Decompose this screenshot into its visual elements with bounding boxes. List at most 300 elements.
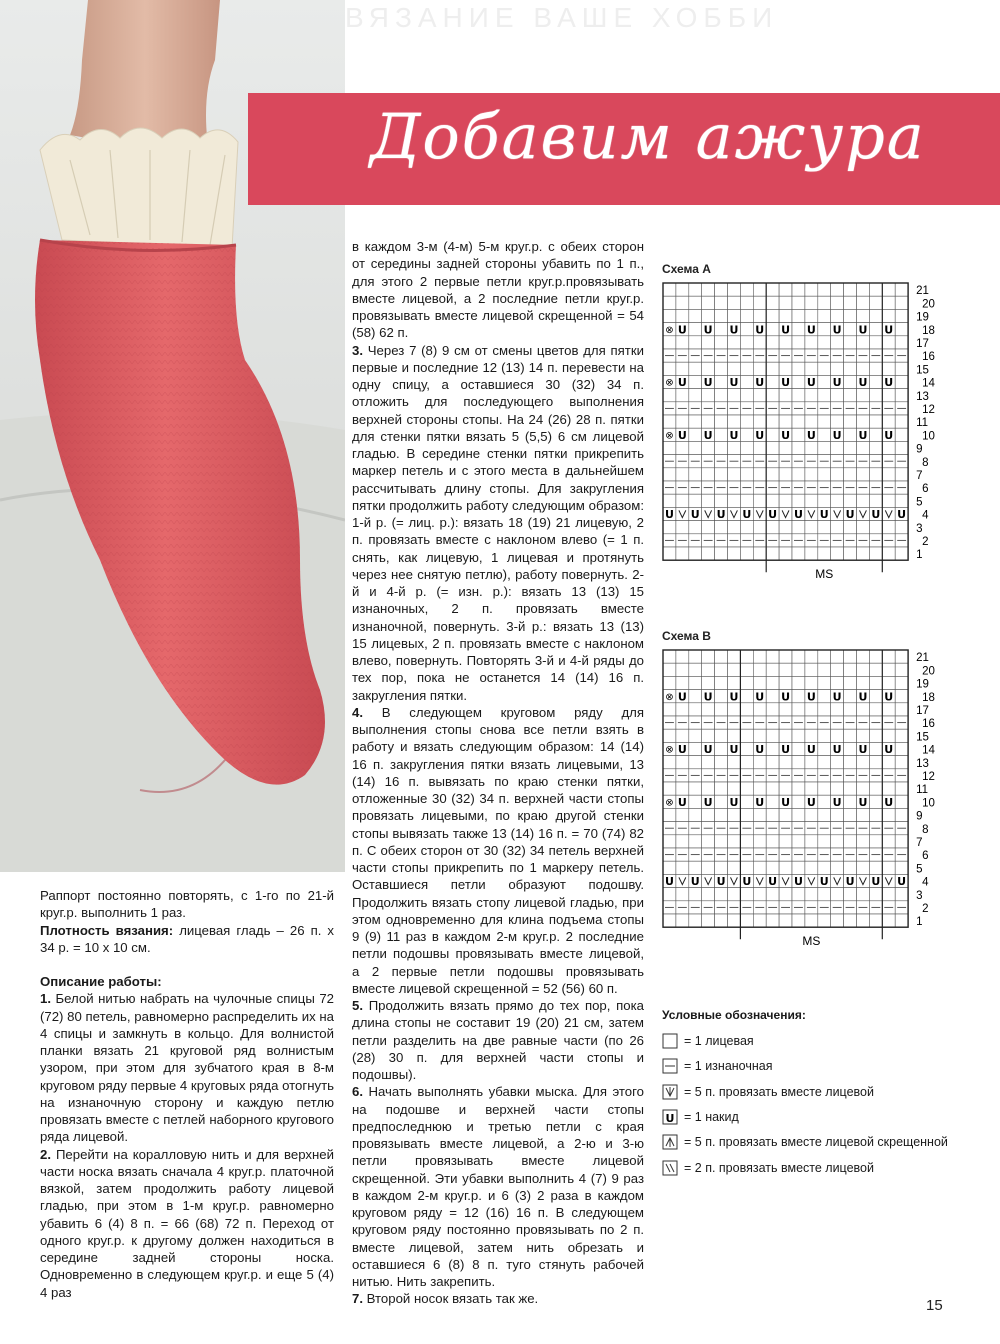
chart-cell bbox=[792, 808, 805, 821]
chart-cell bbox=[689, 494, 702, 507]
chart-cell bbox=[702, 663, 715, 676]
chart-cell bbox=[689, 742, 702, 755]
chart-cell bbox=[740, 795, 753, 808]
chart-cell bbox=[702, 309, 715, 322]
chart-cell bbox=[663, 756, 676, 769]
chart-cell bbox=[844, 428, 857, 441]
chart-cell bbox=[779, 441, 792, 454]
chart-cell bbox=[766, 835, 779, 848]
chart-cell bbox=[882, 861, 895, 874]
yarn-over-symbol: U bbox=[677, 795, 687, 809]
chart-cell bbox=[844, 468, 857, 481]
chart-cell bbox=[895, 729, 908, 742]
paragraph-text: Через 7 (8) 9 см от смены цветов для пятки первые и последние 12 (13) 14 п. перевести на одну спицу, а оставшиеся 30 (32) 34 п. отложить для последующего выполнения верхней стороны стопы. На 24 (26) 28 п. пятки для стенки пятки вязать 5 (5,5) 6 см лицевой гладью. В середине стенки пятки прикрепить маркер петель и с этого места в дальнейшем рассчитывать длину стопы. Для закругления пятки продолжить работу следующим образом: 1-й р. (= лиц. р.): вязать 18 (19) 21 лицевую, 2 п. провязать вместе с наклоном влево (= 1 п. снять, как лицевую, 1 лицевая и протянуть через нее снятую петлю), работу повернуть. 2-й и 4-й р. (= изн. р.): вязать 13 (13) 15 изнаночных, 2 п. провязать вместе изнаночной, повернуть. 3-й р.: вязать 13 (13) 15 лицевых, 2 п. провязать вместе с наклоном влево, повернуть. Повторять 3-й и 4-й ряды до тех пор, пока не останется 14 (14) 16 п. закругления пятки. bbox=[352, 342, 644, 703]
chart-cell bbox=[844, 547, 857, 560]
chart-cell bbox=[805, 835, 818, 848]
chart-cell bbox=[753, 362, 766, 375]
yarn-over-symbol: U bbox=[755, 376, 765, 390]
chart-cell bbox=[766, 914, 779, 927]
yarn-over-symbol: U bbox=[806, 690, 816, 704]
chart-cell bbox=[792, 428, 805, 441]
chart-cell bbox=[895, 428, 908, 441]
chart-cell bbox=[663, 547, 676, 560]
chart-cell bbox=[844, 375, 857, 388]
chart-cell bbox=[818, 336, 831, 349]
chart-cell bbox=[818, 703, 831, 716]
chart-cell bbox=[766, 362, 779, 375]
chart-cell bbox=[740, 441, 753, 454]
chart-cell bbox=[715, 663, 728, 676]
yarn-over-symbol: U bbox=[729, 743, 739, 757]
chart-cell bbox=[663, 782, 676, 795]
chart-cell bbox=[869, 547, 882, 560]
row-number: 17 bbox=[916, 705, 929, 717]
chart-cell bbox=[844, 309, 857, 322]
chart-cell bbox=[663, 296, 676, 309]
chart-cell bbox=[805, 663, 818, 676]
chart-cell bbox=[792, 389, 805, 402]
chart-cell bbox=[792, 309, 805, 322]
chart-cell bbox=[844, 441, 857, 454]
dec-twisted-symbol: ⊗ bbox=[665, 744, 674, 756]
chart-cell bbox=[689, 888, 702, 901]
chart-cell bbox=[689, 914, 702, 927]
chart-cell bbox=[895, 296, 908, 309]
chart-cell bbox=[895, 888, 908, 901]
dec-twisted-symbol: ⊗ bbox=[665, 797, 674, 809]
chart-cell bbox=[792, 283, 805, 296]
chart-cell bbox=[895, 375, 908, 388]
row-number: 8 bbox=[922, 823, 929, 836]
yarn-over-symbol: U bbox=[884, 376, 894, 390]
chart-cell bbox=[766, 468, 779, 481]
chart-cell bbox=[895, 323, 908, 336]
chart-cell bbox=[857, 336, 870, 349]
chart-cell bbox=[792, 362, 805, 375]
yarn-over-symbol: U bbox=[806, 743, 816, 757]
chart-cell bbox=[844, 676, 857, 689]
chart-cell bbox=[676, 835, 689, 848]
chart-cell bbox=[779, 296, 792, 309]
yarn-over-symbol: U bbox=[755, 795, 765, 809]
chart-cell bbox=[779, 663, 792, 676]
chart-cell bbox=[895, 521, 908, 534]
yarn-over-symbol: U bbox=[781, 323, 791, 337]
chart-cell bbox=[869, 494, 882, 507]
chart-cell bbox=[715, 835, 728, 848]
chart-cell bbox=[779, 650, 792, 663]
chart-cell bbox=[689, 729, 702, 742]
svg-text:U: U bbox=[665, 1111, 675, 1125]
chart-cell bbox=[805, 782, 818, 795]
chart-cell bbox=[676, 441, 689, 454]
chart-cell bbox=[831, 389, 844, 402]
chart-cell bbox=[831, 782, 844, 795]
chart-cell bbox=[882, 808, 895, 821]
left-paragraph bbox=[40, 990, 334, 1145]
chart-cell bbox=[844, 808, 857, 821]
chart-cell bbox=[844, 861, 857, 874]
chart-cell bbox=[882, 782, 895, 795]
chart-cell bbox=[844, 729, 857, 742]
chart-cell bbox=[857, 650, 870, 663]
chart-cell bbox=[766, 428, 779, 441]
chart-cell bbox=[740, 663, 753, 676]
chart-cell bbox=[663, 914, 676, 927]
chart-cell bbox=[869, 521, 882, 534]
chart-cell bbox=[663, 494, 676, 507]
chart-cell bbox=[792, 323, 805, 336]
chart-cell bbox=[663, 521, 676, 534]
yarn-over-symbol: U bbox=[768, 508, 778, 522]
chart-cell bbox=[844, 494, 857, 507]
chart-cell bbox=[689, 375, 702, 388]
chart-cell bbox=[728, 676, 741, 689]
chart-cell bbox=[663, 336, 676, 349]
chart-cell bbox=[895, 690, 908, 703]
middle-paragraph bbox=[352, 238, 644, 342]
chart-cell bbox=[857, 441, 870, 454]
chart-cell bbox=[844, 782, 857, 795]
chart-cell bbox=[831, 729, 844, 742]
chart-cell bbox=[740, 888, 753, 901]
chart-cell bbox=[869, 835, 882, 848]
chart-cell bbox=[779, 309, 792, 322]
chart-cell bbox=[818, 494, 831, 507]
chart-cell bbox=[818, 690, 831, 703]
chart-cell bbox=[895, 494, 908, 507]
row-number: 5 bbox=[916, 496, 923, 509]
chart-cell bbox=[869, 782, 882, 795]
chart-cell bbox=[818, 663, 831, 676]
chart-cell bbox=[715, 296, 728, 309]
chart-cell bbox=[676, 521, 689, 534]
chart-cell bbox=[753, 336, 766, 349]
yarn-over-symbol: U bbox=[781, 795, 791, 809]
row-number: 9 bbox=[916, 443, 923, 456]
yarn-over-symbol: U bbox=[781, 428, 791, 442]
chart-cell bbox=[766, 323, 779, 336]
yarn-over-symbol: U bbox=[806, 323, 816, 337]
chart-cell bbox=[766, 703, 779, 716]
chart-cell bbox=[676, 861, 689, 874]
chart-cell bbox=[728, 808, 741, 821]
chart-cell bbox=[740, 676, 753, 689]
chart-cell bbox=[766, 782, 779, 795]
chart-cell bbox=[869, 663, 882, 676]
chart-cell bbox=[844, 914, 857, 927]
yarn-over-symbol: U bbox=[768, 875, 778, 889]
chart-cell bbox=[831, 861, 844, 874]
chart-cell bbox=[702, 441, 715, 454]
chart-cell bbox=[728, 362, 741, 375]
chart-cell bbox=[753, 650, 766, 663]
chart-cell bbox=[857, 729, 870, 742]
chart-cell bbox=[663, 888, 676, 901]
chart-cell bbox=[895, 742, 908, 755]
chart-cell bbox=[805, 389, 818, 402]
chart-cell bbox=[663, 663, 676, 676]
chart-cell bbox=[805, 914, 818, 927]
chart-cell bbox=[779, 914, 792, 927]
chart-cell bbox=[857, 415, 870, 428]
chart-cell bbox=[689, 389, 702, 402]
chart-cell bbox=[818, 650, 831, 663]
chart-cell bbox=[715, 468, 728, 481]
chart-cell bbox=[689, 861, 702, 874]
chart-cell bbox=[792, 756, 805, 769]
chart-cell bbox=[831, 296, 844, 309]
chart-cell bbox=[753, 676, 766, 689]
chart-cell bbox=[831, 756, 844, 769]
yarn-over-symbol: U bbox=[703, 795, 713, 809]
paragraph-bold: 1. bbox=[40, 991, 51, 1007]
scheme-b-title: Схема В bbox=[662, 629, 711, 643]
chart-cell bbox=[715, 650, 728, 663]
chart-cell bbox=[805, 808, 818, 821]
chart-cell bbox=[857, 521, 870, 534]
chart-cell bbox=[676, 362, 689, 375]
chart-cell bbox=[882, 296, 895, 309]
chart-cell bbox=[766, 861, 779, 874]
chart-cell bbox=[882, 676, 895, 689]
chart-cell bbox=[792, 676, 805, 689]
chart-cell bbox=[766, 441, 779, 454]
chart-cell bbox=[895, 441, 908, 454]
chart-cell bbox=[702, 336, 715, 349]
chart-cell bbox=[702, 547, 715, 560]
chart-cell bbox=[702, 729, 715, 742]
yarn-over-symbol: U bbox=[716, 875, 726, 889]
chart-cell bbox=[857, 888, 870, 901]
chart-cell bbox=[805, 415, 818, 428]
ms-label: MS bbox=[802, 934, 821, 949]
chart-cell bbox=[818, 428, 831, 441]
legend-label: = 1 лицевая bbox=[684, 1034, 754, 1048]
chart-cell bbox=[663, 309, 676, 322]
dec-twisted-symbol: ⊗ bbox=[665, 377, 674, 389]
chart-cell bbox=[766, 494, 779, 507]
yarn-over-symbol: U bbox=[871, 508, 881, 522]
chart-cell bbox=[844, 703, 857, 716]
chart-cell bbox=[715, 808, 728, 821]
chart-cell bbox=[728, 914, 741, 927]
chart-cell bbox=[728, 650, 741, 663]
chart-cell bbox=[702, 808, 715, 821]
chart-cell bbox=[882, 283, 895, 296]
chart-cell bbox=[869, 914, 882, 927]
chart-cell bbox=[895, 309, 908, 322]
chart-cell bbox=[882, 835, 895, 848]
chart-cell bbox=[857, 861, 870, 874]
chart-cell bbox=[728, 336, 741, 349]
paragraph-bold: 3. bbox=[352, 342, 363, 358]
chart-cell bbox=[869, 742, 882, 755]
yarn-over-symbol: U bbox=[806, 795, 816, 809]
chart-cell bbox=[818, 835, 831, 848]
chart-cell bbox=[895, 795, 908, 808]
chart-cell bbox=[663, 676, 676, 689]
chart-cell bbox=[869, 415, 882, 428]
chart-cell bbox=[818, 283, 831, 296]
yarn-over-symbol: U bbox=[703, 743, 713, 757]
chart-cell bbox=[766, 888, 779, 901]
chart-cell bbox=[882, 547, 895, 560]
chart-cell bbox=[689, 468, 702, 481]
chart-cell bbox=[831, 309, 844, 322]
chart-cell bbox=[857, 914, 870, 927]
middle-paragraph bbox=[352, 704, 644, 997]
chart-cell bbox=[740, 375, 753, 388]
chart-cell bbox=[792, 521, 805, 534]
chart-cell bbox=[818, 296, 831, 309]
chart-cell bbox=[766, 676, 779, 689]
chart-cell bbox=[779, 468, 792, 481]
yarn-over-symbol: U bbox=[845, 875, 855, 889]
chart-cell bbox=[869, 650, 882, 663]
chart-cell bbox=[702, 389, 715, 402]
chart-cell bbox=[740, 808, 753, 821]
chart-cell bbox=[740, 389, 753, 402]
yarn-over-symbol: U bbox=[690, 875, 700, 889]
yarn-over-symbol: U bbox=[677, 743, 687, 757]
chart-cell bbox=[792, 296, 805, 309]
chart-cell bbox=[740, 782, 753, 795]
yarn-over-symbol: U bbox=[664, 875, 674, 889]
chart-cell bbox=[895, 283, 908, 296]
chart-cell bbox=[676, 650, 689, 663]
chart-cell bbox=[663, 861, 676, 874]
chart-cell bbox=[831, 663, 844, 676]
chart-cell bbox=[882, 468, 895, 481]
chart-cell bbox=[728, 309, 741, 322]
chart-cell bbox=[715, 703, 728, 716]
chart-cell bbox=[740, 428, 753, 441]
yarn-over-symbol: U bbox=[703, 376, 713, 390]
chart-cell bbox=[831, 441, 844, 454]
row-number: 20 bbox=[922, 665, 935, 678]
chart-cell bbox=[882, 441, 895, 454]
chart-cell bbox=[895, 362, 908, 375]
chart-cell bbox=[779, 835, 792, 848]
chart-cell bbox=[792, 336, 805, 349]
chart-cell bbox=[831, 494, 844, 507]
chart-cell bbox=[779, 362, 792, 375]
yarn-over-symbol: U bbox=[819, 875, 829, 889]
chart-cell bbox=[805, 441, 818, 454]
chart-cell bbox=[689, 283, 702, 296]
chart-cell bbox=[844, 835, 857, 848]
chart-cell bbox=[740, 547, 753, 560]
row-number: 6 bbox=[922, 483, 929, 496]
yarn-over-symbol: U bbox=[742, 875, 752, 889]
chart-cell bbox=[740, 415, 753, 428]
chart-cell bbox=[715, 690, 728, 703]
chart-cell bbox=[831, 835, 844, 848]
chart-cell bbox=[753, 283, 766, 296]
chart-cell bbox=[702, 362, 715, 375]
chart-cell bbox=[844, 742, 857, 755]
chart-cell bbox=[715, 547, 728, 560]
chart-cell bbox=[740, 309, 753, 322]
chart-cell bbox=[792, 663, 805, 676]
yarn-over-symbol: U bbox=[793, 875, 803, 889]
paragraph-text: Раппорт постоянно повторять, с 1-го по 21-й круг.р. выполнить 1 раз. bbox=[40, 888, 334, 921]
chart-cell bbox=[844, 663, 857, 676]
chart-cell bbox=[882, 336, 895, 349]
chart-cell bbox=[766, 808, 779, 821]
chart-cell bbox=[869, 362, 882, 375]
legend-item bbox=[662, 1159, 874, 1177]
chart-cell bbox=[740, 283, 753, 296]
chart-cell bbox=[676, 729, 689, 742]
yarn-over-symbol: U bbox=[755, 690, 765, 704]
yarn-over-symbol: U bbox=[690, 508, 700, 522]
chart-cell bbox=[831, 888, 844, 901]
yarn-over-symbol: U bbox=[897, 875, 907, 889]
chart-cell bbox=[766, 309, 779, 322]
chart-cell bbox=[779, 782, 792, 795]
chart-cell bbox=[753, 415, 766, 428]
chart-cell bbox=[740, 861, 753, 874]
chart-cell bbox=[676, 676, 689, 689]
chart-cell bbox=[818, 914, 831, 927]
chart-cell bbox=[895, 389, 908, 402]
yarn-over-symbol: U bbox=[755, 428, 765, 442]
chart-cell bbox=[676, 703, 689, 716]
chart-cell bbox=[805, 296, 818, 309]
scheme-a-title: Схема А bbox=[662, 262, 711, 276]
row-number: 14 bbox=[922, 377, 935, 390]
chart-cell bbox=[857, 808, 870, 821]
chart-cell bbox=[779, 494, 792, 507]
chart-cell bbox=[844, 690, 857, 703]
chart-cell bbox=[869, 468, 882, 481]
chart-cell bbox=[728, 468, 741, 481]
chart-cell bbox=[689, 795, 702, 808]
yarn-over-symbol: U bbox=[781, 690, 791, 704]
middle-paragraph bbox=[352, 1290, 644, 1307]
chart-cell bbox=[869, 375, 882, 388]
yarn-over-symbol: U bbox=[858, 323, 868, 337]
chart-cell bbox=[753, 309, 766, 322]
chart-cell bbox=[663, 729, 676, 742]
chart-cell bbox=[857, 782, 870, 795]
yarn-over-symbol: U bbox=[729, 690, 739, 704]
dec-twisted-symbol: ⊗ bbox=[665, 324, 674, 336]
chart-cell bbox=[663, 441, 676, 454]
chart-cell bbox=[689, 835, 702, 848]
chart-cell bbox=[728, 415, 741, 428]
chart-cell bbox=[869, 690, 882, 703]
chart-cell bbox=[818, 323, 831, 336]
middle-paragraph bbox=[352, 997, 644, 1083]
chart-cell bbox=[663, 468, 676, 481]
chart-cell bbox=[818, 362, 831, 375]
chart-cell bbox=[689, 650, 702, 663]
chart-cell bbox=[740, 835, 753, 848]
chart-cell bbox=[792, 690, 805, 703]
yarn-over-symbol: U bbox=[858, 795, 868, 809]
middle-paragraph bbox=[352, 1083, 644, 1290]
chart-cell bbox=[753, 782, 766, 795]
chart-cell bbox=[766, 283, 779, 296]
chart-cell bbox=[869, 808, 882, 821]
chart-cell bbox=[844, 521, 857, 534]
chart-cell bbox=[818, 756, 831, 769]
chart-cell bbox=[779, 729, 792, 742]
chart-cell bbox=[895, 782, 908, 795]
